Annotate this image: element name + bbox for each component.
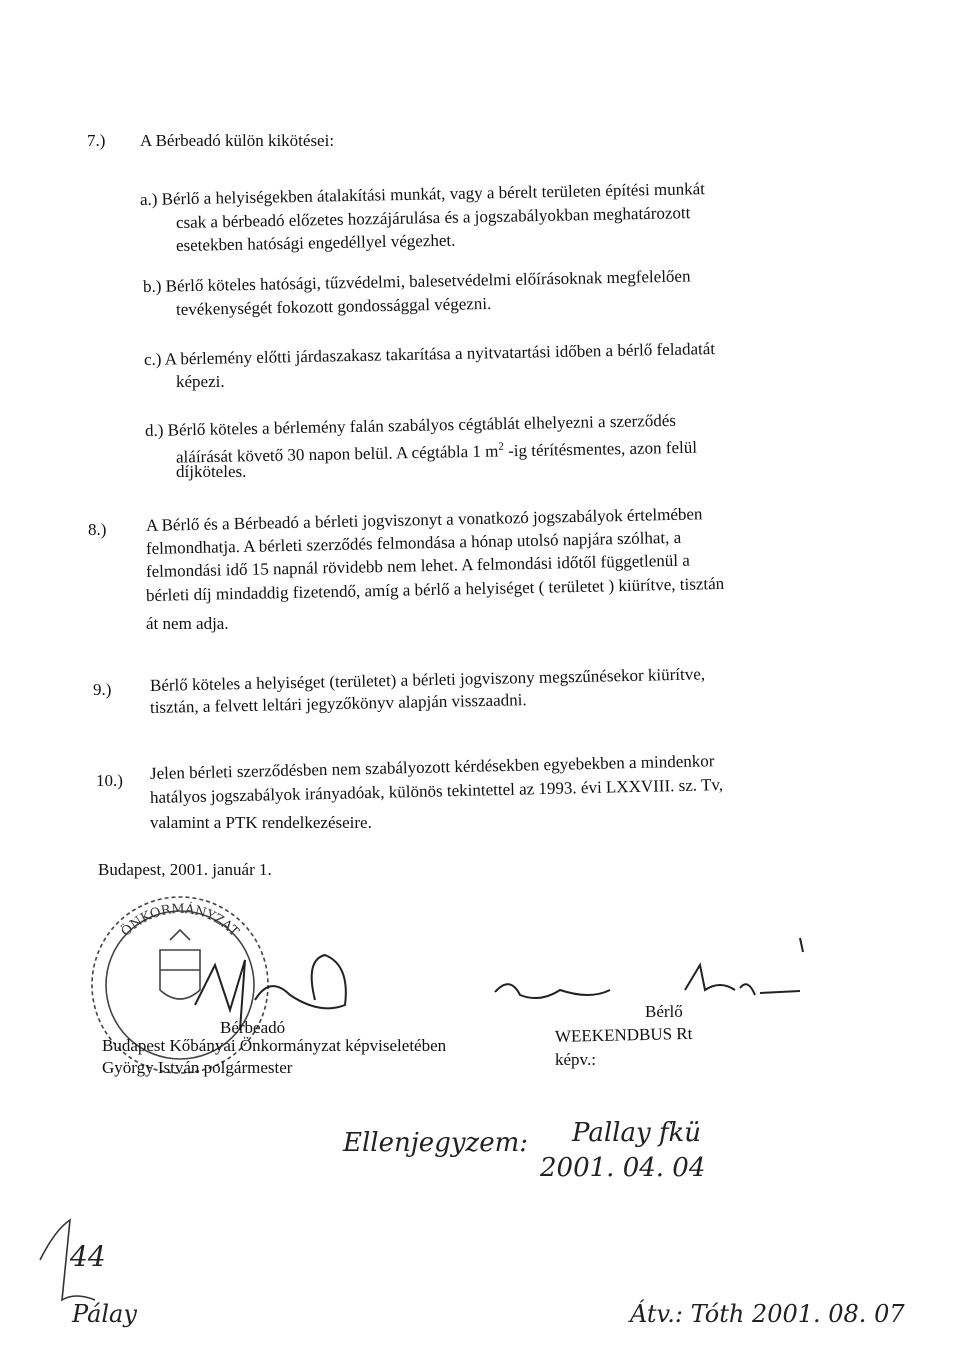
right-signature-scribble (495, 938, 803, 998)
section-8-line-5: át nem adja. (146, 614, 229, 633)
clause-d-line-2-rest: -ig térítésmentes, azon felül (507, 437, 698, 461)
bottom-receipt-note: Átv.: Tóth 2001. 08. 07 (630, 1300, 905, 1328)
margin-number: 44 (70, 1240, 106, 1273)
bérlő-company: WEEKENDBUS Rt (554, 1023, 693, 1046)
section-10-line-1: Jelen bérleti szerződésben nem szabályozott kérdésekben egyebekben a mindenkor (149, 751, 715, 783)
clause-a-line-3: esetekben hatósági engedéllyel végezhet. (175, 230, 456, 255)
section-8-line-2: felmondhatja. A bérleti szerződés felmondása a hónap utolsó napjára szólhat, a (145, 527, 682, 558)
section-9-line-1: Bérlő köteles a helyiséget (területet) a bérleti jogviszony megszűnésekor kiürítve, (149, 664, 706, 695)
handwritten-signature-name: Pallay fkü (572, 1118, 702, 1148)
clause-d-line-2-text: aláírását követő 30 napon belül. A cégtábla 1 m (175, 441, 499, 467)
handwritten-signature-date: 2001. 04. 04 (540, 1153, 706, 1183)
bérlő-label: Bérlő (645, 1002, 683, 1021)
superscript-2: 2 (498, 440, 504, 453)
clause-b-line-1: b.) Bérlő köteles hatósági, tűzvédelmi, balesetvédelmi előírásoknak megfelelően (142, 266, 691, 296)
bérbeadó-signatory: György István polgármester (102, 1058, 293, 1077)
section-8-line-3: felmondási idő 15 napnál rövidebb nem lehet. A felmondási időtől függetlenül a (145, 550, 690, 581)
section-10-line-3: valamint a PTK rendelkezéseire. (150, 813, 372, 832)
clause-d-line-1: d.) Bérlő köteles a bérlemény falán szabályos cégtáblát elhelyezni a szerződés (144, 410, 677, 440)
section-8-line-1: A Bérlő és a Bérbeadó a bérleti jogviszonyt a vonatkozó jogszabályok értelmében (145, 504, 703, 535)
clause-a-line-2: csak a bérbeadó előzetes hozzájárulása és a jogszabályokban meghatározott (175, 203, 691, 232)
bérbeadó-label: Bérbeadó (220, 1018, 286, 1037)
section-9-line-2: tisztán, a felvett leltári jegyzőkönyv alapján visszaadni. (149, 690, 527, 717)
bérlő-representative: képv.: (555, 1050, 596, 1069)
stamp-text: ÖNKORMÁNYZAT (118, 901, 242, 940)
place-and-date: Budapest, 2001. január 1. (98, 860, 272, 879)
section-9-number: 9.) (93, 680, 112, 699)
clause-c-line-2: képezi. (176, 372, 225, 391)
clause-a-line-1: a.) Bérlő a helyiségekben átalakítási munkát, vagy a bérelt területen építési munkát (139, 179, 706, 209)
handwritten-ellenjegyzem: Ellenjegyzem: (343, 1128, 529, 1158)
section-7-number: 7.) (87, 131, 106, 150)
clause-d-line-3: díjköteles. (176, 462, 247, 481)
section-8-number: 8.) (88, 520, 107, 539)
margin-signature: Pálay (72, 1300, 137, 1328)
clause-b-line-2: tevékenységét fokozott gondossággal végezni. (175, 293, 492, 319)
bérbeadó-org: Budapest Kőbányai Önkormányzat képviseletében (102, 1036, 447, 1055)
section-10-number: 10.) (96, 771, 123, 790)
section-8-line-4: bérleti díj mindaddig fizetendő, amíg a bérlő a helyiséget ( területet ) kiürítve, tisztán (145, 573, 725, 605)
clause-c-line-1: c.) A bérlemény előtti járdaszakasz takarítása a nyitvatartási időben a bérlő feladatát (143, 339, 716, 369)
section-10-line-2: hatályos jogszabályok irányadóak, különös tekintettel az 1993. évi LXXVIII. sz. Tv, (149, 774, 724, 807)
section-7-heading: A Bérbeadó külön kikötései: (140, 131, 335, 150)
